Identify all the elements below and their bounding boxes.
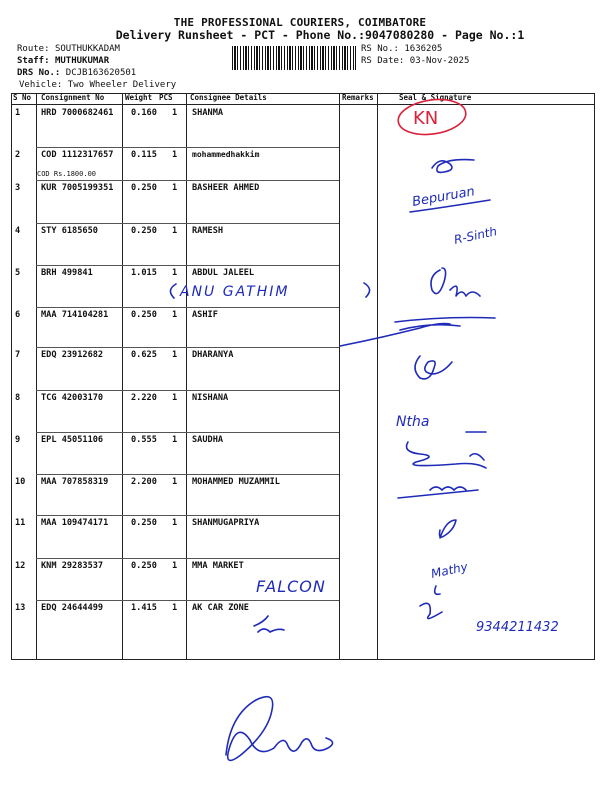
rs-date-value: 03-Nov-2025 bbox=[409, 56, 470, 66]
row-pcs: 1 bbox=[172, 518, 178, 528]
row-weight: 0.250 bbox=[131, 518, 157, 528]
row5-note: ANU GATHIM bbox=[180, 284, 290, 300]
row-sno: 6 bbox=[15, 310, 21, 320]
row-sno: 10 bbox=[15, 477, 26, 487]
row13-signature bbox=[420, 603, 442, 618]
row-pcs: 1 bbox=[172, 108, 178, 118]
row-sno: 12 bbox=[15, 561, 26, 571]
row-consignment-no: COD 1112317657 bbox=[41, 150, 114, 160]
row-sno: 5 bbox=[15, 268, 21, 278]
row-separator bbox=[36, 265, 339, 266]
row-cod-amount: COD Rs.1800.00 bbox=[37, 170, 97, 178]
drs-label: DRS No.: bbox=[17, 68, 61, 78]
row-consignment-no: EDQ 23912682 bbox=[41, 350, 104, 360]
row-pcs: 1 bbox=[172, 310, 178, 320]
col-border bbox=[186, 93, 187, 660]
col-border bbox=[594, 93, 595, 660]
row-consignment-no: TCG 42003170 bbox=[41, 393, 104, 403]
row-weight: 1.015 bbox=[131, 268, 157, 278]
route-value: SOUTHUKKADAM bbox=[54, 44, 120, 54]
col-border bbox=[11, 93, 12, 660]
table-header-border bbox=[11, 104, 594, 105]
row11-signature bbox=[440, 520, 457, 538]
row-consignment-no: MAA 109474171 bbox=[41, 518, 109, 528]
row-consignment-no: EDQ 24644499 bbox=[41, 603, 104, 613]
row-weight: 0.555 bbox=[131, 435, 157, 445]
row-consignee: SHANMA bbox=[192, 108, 224, 118]
staff-label: Staff: bbox=[17, 56, 50, 66]
row-pcs: 1 bbox=[172, 226, 178, 236]
rs-date-line bbox=[361, 56, 469, 66]
row-sno: 1 bbox=[15, 108, 21, 118]
row-consignee: MMA MARKET bbox=[192, 561, 244, 571]
row12-signature-tail bbox=[435, 586, 440, 594]
col-header-pcs: PCS bbox=[159, 93, 173, 102]
row-pcs: 1 bbox=[172, 150, 178, 160]
company-title: THE PROFESSIONAL COURIERS, COIMBATORE bbox=[173, 16, 427, 29]
row-consignee: mohammedhakkim bbox=[192, 150, 260, 159]
row-weight: 0.250 bbox=[131, 226, 157, 236]
row-sno: 2 bbox=[15, 150, 21, 160]
row-separator bbox=[36, 558, 339, 559]
row-consignment-no: BRH 499841 bbox=[41, 268, 93, 278]
row-separator bbox=[36, 390, 339, 391]
row-weight: 0.250 bbox=[131, 183, 157, 193]
row-consignee: SAUDHA bbox=[192, 435, 224, 445]
col-header-signature: Seal & Signature bbox=[399, 93, 472, 102]
row12-note: FALCON bbox=[256, 577, 326, 596]
drs-line bbox=[17, 68, 136, 78]
row-consignee: ABDUL JALEEL bbox=[192, 268, 255, 278]
row-pcs: 1 bbox=[172, 435, 178, 445]
rs-date-label: RS Date: bbox=[361, 56, 405, 66]
row-consignee: RAMESH bbox=[192, 226, 224, 236]
drs-value: DCJB163620501 bbox=[65, 68, 137, 78]
row2-signature bbox=[432, 160, 474, 173]
row-separator bbox=[36, 515, 339, 516]
row-consignment-no: MAA 707858319 bbox=[41, 477, 109, 487]
row-pcs: 1 bbox=[172, 603, 178, 613]
row-consignment-no: MAA 714104281 bbox=[41, 310, 109, 320]
col-header-weight: Weight bbox=[125, 93, 153, 102]
row-weight: 2.200 bbox=[131, 477, 157, 487]
runsheet-subtitle: Delivery Runsheet - PCT - Phone No.:9047080280 - Page No.:1 bbox=[115, 28, 525, 42]
row9-signature bbox=[407, 442, 487, 468]
row-consignee: ASHIF bbox=[192, 310, 218, 320]
row-separator bbox=[36, 432, 339, 433]
vehicle-value: Two Wheeler Delivery bbox=[67, 80, 177, 90]
row-consignment-no: KNM 29283537 bbox=[41, 561, 104, 571]
row-separator bbox=[36, 600, 339, 601]
row-weight: 0.115 bbox=[131, 150, 157, 160]
row4-signature: R-Sinth bbox=[452, 224, 499, 247]
row-pcs: 1 bbox=[172, 477, 178, 487]
row-consignee: SHANMUGAPRIYA bbox=[192, 518, 260, 528]
row-sno: 13 bbox=[15, 603, 26, 613]
col-border bbox=[339, 93, 340, 660]
row-separator bbox=[36, 180, 339, 181]
row-pcs: 1 bbox=[172, 393, 178, 403]
col-header-remarks: Remarks bbox=[342, 93, 374, 102]
row-sno: 3 bbox=[15, 183, 21, 193]
row8-signature: Ntha bbox=[396, 414, 430, 430]
row10-signature bbox=[398, 487, 478, 498]
vehicle-label: Vehicle: bbox=[19, 80, 63, 90]
row-separator bbox=[36, 347, 339, 348]
row-pcs: 1 bbox=[172, 350, 178, 360]
col-header-consignment: Consignment No bbox=[41, 93, 105, 102]
row-separator bbox=[36, 307, 339, 308]
barcode bbox=[232, 46, 356, 70]
row-pcs: 1 bbox=[172, 268, 178, 278]
row-sno: 9 bbox=[15, 435, 21, 445]
bottom-signature bbox=[226, 697, 333, 761]
row12-signature: Mathy bbox=[429, 559, 469, 581]
row13-initial bbox=[254, 616, 284, 632]
row1-red-text: KN bbox=[413, 108, 439, 129]
row-consignee: BASHEER AHMED bbox=[192, 183, 260, 193]
row6-signature bbox=[340, 318, 495, 347]
col-header-sno: S No bbox=[13, 93, 32, 102]
row-weight: 0.250 bbox=[131, 561, 157, 571]
row-separator bbox=[36, 474, 339, 475]
row-sno: 11 bbox=[15, 518, 26, 528]
row-pcs: 1 bbox=[172, 561, 178, 571]
col-border bbox=[36, 93, 37, 660]
row-separator bbox=[36, 147, 339, 148]
rs-no-label: RS No.: bbox=[361, 44, 399, 54]
table-bottom-border bbox=[11, 659, 594, 660]
row-sno: 8 bbox=[15, 393, 21, 403]
row-weight: 2.220 bbox=[131, 393, 157, 403]
row3-underline bbox=[410, 200, 490, 212]
row-weight: 1.415 bbox=[131, 603, 157, 613]
row-separator bbox=[36, 223, 339, 224]
row-consignee: AK CAR ZONE bbox=[192, 603, 249, 613]
staff-value: MUTHUKUMAR bbox=[54, 56, 110, 66]
row-weight: 0.250 bbox=[131, 310, 157, 320]
col-header-consignee: Consignee Details bbox=[190, 93, 267, 102]
row-consignee: MOHAMMED MUZAMMIL bbox=[192, 477, 280, 487]
col-border bbox=[122, 93, 123, 660]
row-sno: 7 bbox=[15, 350, 21, 360]
row-consignment-no: KUR 7005199351 bbox=[41, 183, 114, 193]
row3-signature: Bepuruan bbox=[411, 184, 476, 210]
staff-line bbox=[17, 56, 109, 66]
vehicle-line bbox=[19, 80, 176, 90]
row5-signature bbox=[431, 268, 480, 296]
row-consignee: DHARANYA bbox=[192, 350, 234, 360]
row-sno: 4 bbox=[15, 226, 21, 236]
row13-phone: 9344211432 bbox=[476, 620, 559, 635]
row-pcs: 1 bbox=[172, 183, 178, 193]
route-label: Route: bbox=[17, 44, 50, 54]
row-consignee: NISHANA bbox=[192, 393, 229, 403]
row-consignment-no: STY 6185650 bbox=[41, 226, 98, 236]
col-border bbox=[377, 93, 378, 660]
rs-no-line bbox=[361, 44, 442, 54]
row-weight: 0.625 bbox=[131, 350, 157, 360]
row7-signature bbox=[415, 356, 452, 379]
row-consignment-no: HRD 7000682461 bbox=[41, 108, 114, 118]
route-line bbox=[17, 44, 120, 54]
row-weight: 0.160 bbox=[131, 108, 157, 118]
row-consignment-no: EPL 45051106 bbox=[41, 435, 104, 445]
rs-no-value: 1636205 bbox=[404, 44, 443, 54]
